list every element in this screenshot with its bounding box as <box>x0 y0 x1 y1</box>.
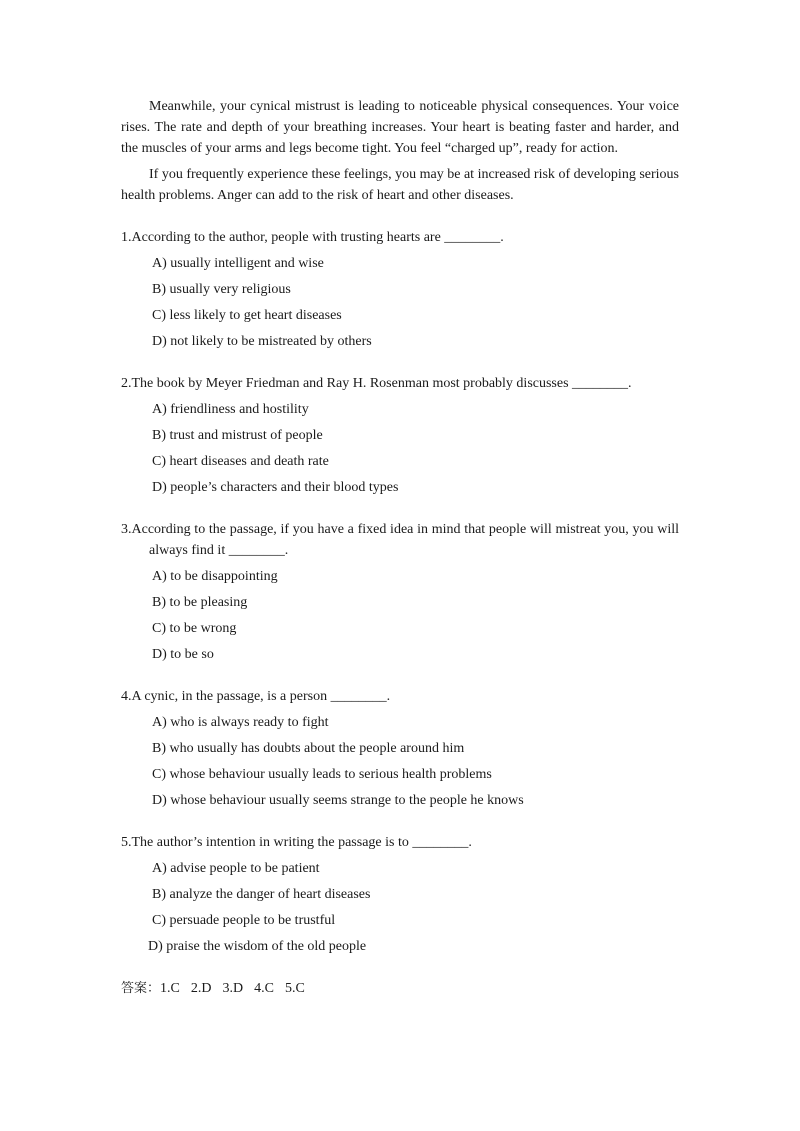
question-stem: 5.The author’s intention in writing the passage is to ________. <box>121 835 472 850</box>
option-list <box>121 399 679 498</box>
option-a: A) to be disappointing <box>152 569 278 584</box>
option-b: B) trust and mistrust of people <box>152 428 323 443</box>
option-d: D) to be so <box>152 647 214 662</box>
answer-item: 5.C <box>284 981 305 996</box>
passage-paragraph: If you frequently experience these feelings, you may be at increased risk of developing serious health problems. Anger can add to the risk of heart and other diseases. <box>121 167 679 203</box>
answer-key <box>121 978 679 999</box>
option-b: B) to be pleasing <box>152 595 248 610</box>
question-stem: 3.According to the passage, if you have a fixed idea in mind that people will mistreat you, you will always find it ________. <box>121 522 679 558</box>
answer-item: 1.C <box>160 981 180 996</box>
question-4 <box>121 686 679 811</box>
answer-item: 3.D <box>222 981 244 996</box>
option-list <box>121 253 679 352</box>
passage-paragraph: Meanwhile, your cynical mistrust is leading to noticeable physical consequences. Your voice rises. The rate and depth of your breathing increases. Your heart is beating faster and harder, and the muscles of your arms and legs become tight. You feel “charged up”, ready for action. <box>121 99 679 156</box>
option-list <box>121 712 679 811</box>
question-stem: 2.The book by Meyer Friedman and Ray H. Rosenman most probably discusses ________. <box>121 376 632 391</box>
option-list <box>121 858 679 957</box>
option-a: A) advise people to be patient <box>152 861 320 876</box>
option-a: A) usually intelligent and wise <box>152 256 324 271</box>
option-b: B) usually very religious <box>152 282 291 297</box>
passage <box>121 96 679 206</box>
option-c: C) whose behaviour usually leads to serious health problems <box>152 767 492 782</box>
option-c: C) persuade people to be trustful <box>152 913 336 928</box>
answer-key-label: 答案： <box>121 981 161 996</box>
option-d: D) people’s characters and their blood types <box>152 480 399 495</box>
option-b: B) who usually has doubts about the people around him <box>152 741 465 756</box>
option-d: D) whose behaviour usually seems strange to the people he knows <box>152 793 524 808</box>
option-a: A) who is always ready to fight <box>152 715 329 730</box>
question-1 <box>121 227 679 352</box>
option-b: B) analyze the danger of heart diseases <box>152 887 371 902</box>
question-stem: 1.According to the author, people with trusting hearts are ________. <box>121 230 504 245</box>
option-c: C) heart diseases and death rate <box>152 454 329 469</box>
option-list <box>121 566 679 665</box>
question-5 <box>121 832 679 957</box>
question-2 <box>121 373 679 498</box>
option-c: C) less likely to get heart diseases <box>152 308 342 323</box>
question-stem: 4.A cynic, in the passage, is a person ________. <box>121 689 391 704</box>
option-a: A) friendliness and hostility <box>152 402 309 417</box>
option-c: C) to be wrong <box>152 621 237 636</box>
question-3 <box>121 519 679 665</box>
answer-item: 4.C <box>254 981 274 996</box>
option-d: D) not likely to be mistreated by others <box>152 334 372 349</box>
option-d: D) praise the wisdom of the old people <box>148 939 367 954</box>
answer-item: 2.D <box>190 981 212 996</box>
